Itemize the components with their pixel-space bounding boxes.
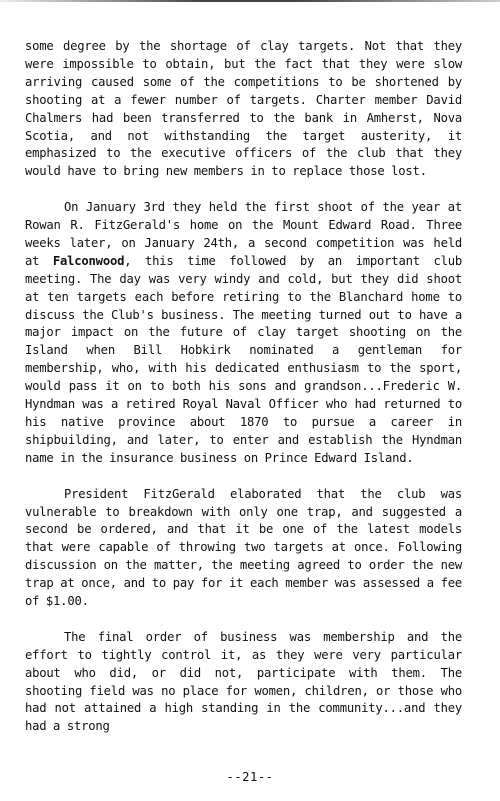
paragraph-3: President FitzGerald elaborated that the club was vulnerable to breakdown with only one trap, and suggested a second be ordered, and that it be one of the latest models that were capable of throwing two targets at once. Following discussion on the matter, the meeting agreed to order the new trap at once, and to pay for it each member was assessed a fee of $1.00. — [25, 486, 462, 609]
paragraph-1: some degree by the shortage of clay targets. Not that they were impossible to obtain, but the fact that they were slow arriving caused some of the competitions to be shortened by shooting at a fewer number of targets. Charter member David Chalmers had been transferred to the bank in Amherst, Nova Scotia, and not withstanding the target austerity, it emphasized to the executive officers of the club that they would have to bring new members in to replace those lost. — [25, 39, 462, 179]
falconwood-bold-text: Falconwood — [52, 253, 125, 268]
page-number: --21-- — [226, 770, 274, 784]
scan-top-edge — [0, 0, 500, 2]
paragraph-4: The final order of business was membership and the effort to tightly control it, as they were very particular about who did, or did not, participate with them. The shooting field was no place for women, children, or those who had not attained a high standing in the community...and they had a strong — [25, 629, 462, 734]
page-body — [25, 38, 462, 736]
paragraph-2-text-end: , this time followed by an important club meeting. The day was very windy and cold, but they did shoot at ten targets each before retiring to the Blanchard home to discuss the Club's business. The meeting turned out to have a major impact on the future of clay target shooting on the Island when Bill Hobkirk nominated a gentleman for membership, who, with his dedicated enthusiasm to the sport, would pass it on to both his sons and grandson...Frederic W. Hyndman was a retired Royal Naval Officer who had returned to his native province about 1870 to pursue a career in shipbuilding, and later, to enter and establish the Hyndman name in the insurance business on Prince Edward Island. — [25, 253, 462, 465]
paragraph-2 — [25, 199, 462, 468]
paragraph-2-text-start: On January 3rd they held the first shoot of the year at Rowan R. FitzGerald's home on the Mount Edward Road. Three weeks later, on January 24th, a second competition was held at — [25, 200, 462, 268]
